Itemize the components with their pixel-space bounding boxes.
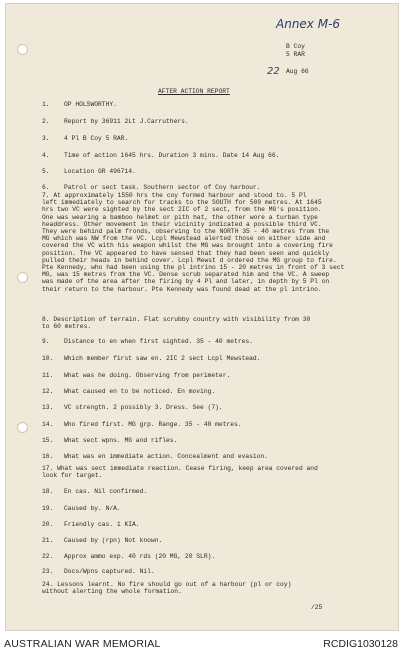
paragraph-line: position. The VC appeared to have sensed that they had been seen and quickly [42,249,330,257]
item-text: Friendly cas. 1 KIA. [64,521,140,528]
item-text: Caused by (rpn) Not known. [64,537,163,544]
item-number: 1. [42,101,50,108]
item-number: 21. [42,537,54,544]
item-number: 20. [42,521,54,528]
item-number: 18. [42,488,54,495]
punch-hole [17,272,28,283]
item-24-paragraph [42,581,384,595]
item-number: 4. [42,152,50,159]
item-number: 23. [42,568,54,575]
paragraph-line: MG which was NW from the VC. Lcpl Mewstead alerted those on either side and [42,235,326,243]
paragraph-line: They were behind palm fronds, observing to the NORTH 35 - 40 metres from the [42,228,330,236]
item-text: Location GR 496714. [64,168,136,175]
report-title: AFTER ACTION REPORT [158,88,230,95]
item-number: 11. [42,372,54,379]
paragraph-line: 17. What was sect immediate reaction. Cease firing, keep area covered and [42,465,318,472]
item-text: OP HOLSWORTHY. [64,101,117,108]
item-text: Caused by. N/A. [64,505,121,512]
item-number: 10. [42,355,54,362]
item-number: 12. [42,388,54,395]
item-text: What sect wpns. MG and rifles. [64,437,178,444]
paragraph-line: 8. Description of terrain. Flat scrubby country with visibility from 30 [42,316,311,323]
item-text: Distance to en when first sighted. 35 - 40 metres. [64,338,253,345]
paragraph-line: 24. Lessons learnt. No fire should go out of a harbour (pl or coy) [42,581,292,588]
item-number: 3. [42,135,50,142]
paragraph-line: Pte Kennedy, who had been using the pl intrino 15 - 20 metres in front of 3 sect [42,264,345,272]
paragraph-line: 7. At approximately 1550 hrs the coy formed harbour and stood to. 5 Pl [42,192,307,199]
item-number: 9. [42,338,50,345]
item-number: 16. [42,453,54,460]
item-number: 13. [42,404,54,411]
header-date: Aug 66 [286,68,309,75]
item-text: What caused en to be noticed. En moving. [64,388,216,395]
item-text: Which member first saw en. 2IC 2 sect Lcpl Mewstead. [64,355,261,362]
item-text: Approx ammo exp. 40 rds (20 MG, 20 SLR). [64,553,216,560]
item-text: Patrol or sect task. Southern sector of Coy harbour. [64,184,261,191]
paragraph-line: without alerting the whole formation. [42,588,182,596]
item-text: VC strength. 2 possibly 3. Dress. See (7). [64,404,223,411]
document-page [5,3,399,631]
paragraph-line: left immediately to search for tracks to the SOUTH for 500 metres. At 1645 [42,199,322,207]
paragraph-line: look for target. [42,472,103,480]
item-number: 6. [42,184,50,191]
archive-footer [0,634,404,654]
item-text: 4 Pl B Coy 5 RAR. [64,135,129,142]
punch-hole [17,44,28,55]
paragraph-line: their return to the harbour. Pte Kennedy was found dead at the pl intrino. [42,285,322,293]
paragraph-line: One was wearing a bamboo helmet or pith hat, the other wore a turban type [42,213,318,221]
page-reference: /25 [311,604,323,611]
item-number: 14. [42,421,54,428]
item-text: En cas. Nil confirmed. [64,488,148,495]
item-text: Time of action 1645 hrs. Duration 3 mins. Date 14 Aug 66. [64,152,280,159]
punch-hole [17,422,28,433]
paragraph-line: was made of the area after the firing by 4 Pl and later, in depth by 5 Pl on [42,278,330,286]
item-text: What was he doing. Observing from perimeter. [64,372,231,379]
header-company: B Coy [286,43,305,50]
paragraph-line: hrs two VC were sighted by the sect 2IC of 2 sect, from the MG's position. [42,206,322,214]
item-number: 2. [42,118,50,125]
paragraph-line: covered the VC with his weapon whilst the MG was brought into a covering fire [42,242,333,250]
paragraph-line: headdress. Other movement in their vicinity indicated a possible third VC. [42,220,322,228]
item-number: 22. [42,553,54,560]
paragraph-line: to 60 metres. [42,323,92,331]
item-number: 15. [42,437,54,444]
item-text: Report by 36911 2Lt J.Carruthers. [64,118,189,125]
item-17-paragraph [42,465,384,479]
item-number: 19. [42,505,54,512]
item-text: What was en immediate action. Concealment and evasion. [64,453,269,460]
footer-reference: RCDIG1030128 [323,638,398,650]
header-battalion: 5 RAR [286,51,305,58]
footer-source: AUSTRALIAN WAR MEMORIAL [4,638,161,650]
paragraph-line: pulled their heads in behind cover. Lcpl Mewst d ordered the MG group to fire. [42,256,337,264]
item-text: Who fired first. MG grp. Range. 35 - 40 metres. [64,421,242,428]
item-7-paragraph [42,192,384,293]
header-date-number: 22 [267,66,280,77]
handwritten-annotation: Annex M-6 [276,17,341,31]
paragraph-line: MG, was 15 metres from the VC. Dense scrub separated him and the VC. A sweep [42,271,330,279]
item-number: 5. [42,168,50,175]
item-text: Docs/Wpns captured. Nil. [64,568,155,575]
item-8-paragraph [42,316,384,330]
